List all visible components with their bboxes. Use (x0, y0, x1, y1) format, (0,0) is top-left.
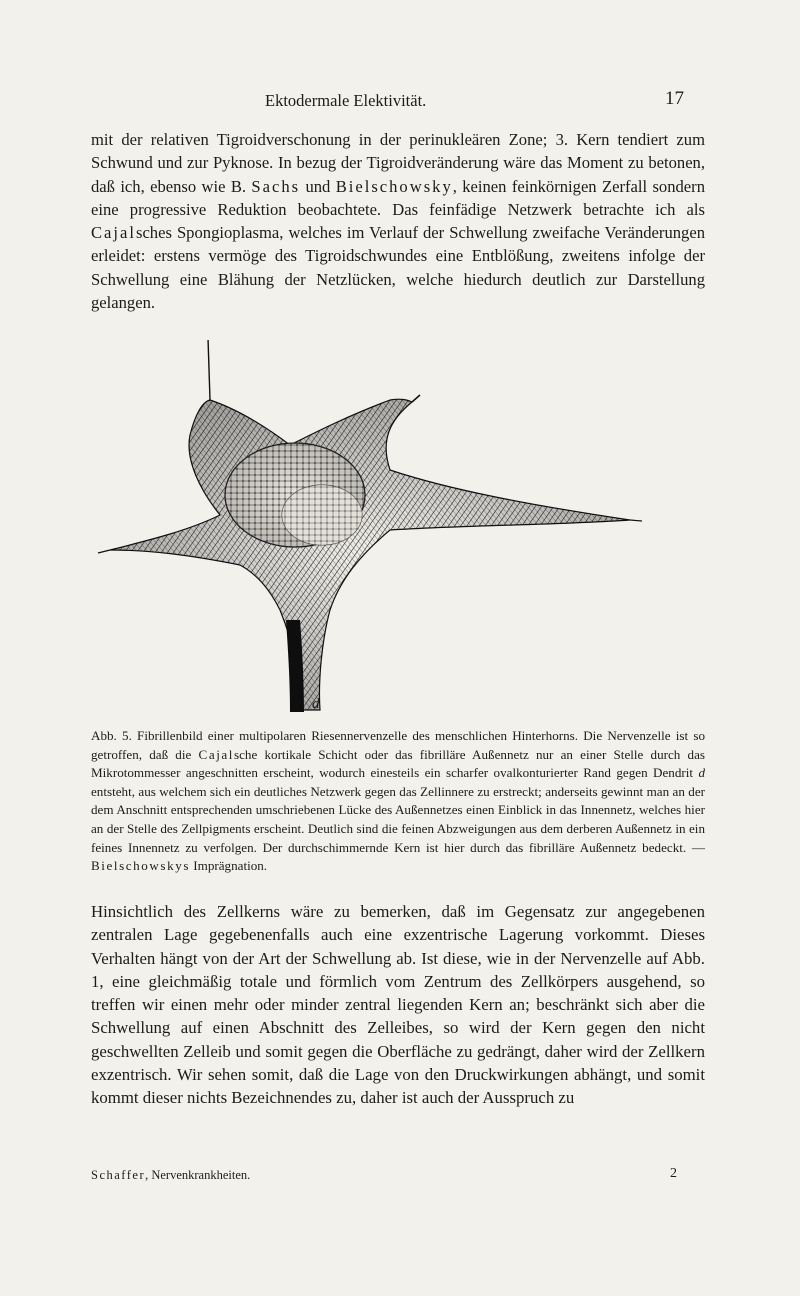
author-cajal: Cajal (91, 223, 136, 243)
paragraph-top (91, 128, 705, 314)
paragraph-top-part-3: sches Spongioplasma, welches im Verlauf der Schwellung zweifache Veränderungen erleidet: erstens vermöge des Tigroidschwundes eine Entblößung, zweitens infolge der Schwellung eine Blähung der Netzlücken, welche hiedurch deutlich zur Darstellung gelangen. (91, 223, 705, 313)
page-number: 17 (665, 88, 684, 109)
figure-nerve-cell (90, 340, 650, 720)
paragraph-top-part-1: mit der relativen Tigroidverschonung in der perinukleären Zone; 3. Kern tendiert zum Schwund und zur Pyknose. In bezug der Tigroidveränderung wäre das Moment zu betonen, daß ich, ebenso wie B. (91, 130, 705, 196)
sheet-signature: 2 (670, 1166, 677, 1181)
caption-d: d (698, 765, 705, 781)
nerve-cell-illustration (90, 340, 650, 720)
caption-part-3: entsteht, aus welchem sich ein deutliches Netzwerk gegen das Zellinnere zu erstreckt; anderseits gewinnt man an der dem Anschnitt entsprechenden umschriebenen Lücke des Außennetzes einen Einblick in das Innennetz, welches hier an der Stelle des Zellpigments erscheint. Deutlich sind die feinen Abzweigungen aus dem derberen Außennetz in ein feines Innennetz zu verfolgen. Der durchschimmernde Kern ist hier durch das fibrilläre Außennetz bedeckt. — (91, 783, 705, 855)
caption-part-2: sche kortikale Schicht oder das fibrilläre Außennetz nur an einer Stelle durch das Mikrotommesser angeschnitten erscheint, wodurch einesteils ein scharfer ovalkonturierter Rand gegen Dendrit (91, 746, 705, 781)
caption-part-1: Abb. 5. Fibrillenbild einer multipolaren Riesennervenzelle des menschlichen Hinterhorns. Die Nervenzelle ist so getroffen, daß die (91, 728, 705, 762)
paragraph-top-part-2: , keinen feinkörnigen Zerfall sondern eine progressive Reduktion beobachtete. Das feinfädige Netzwerk betrachte ich als (91, 176, 705, 219)
footer-book: , Nervenkrankheiten. (145, 1168, 251, 1182)
author-sachs: Sachs (251, 176, 301, 196)
caption-part-4: Imprägnation. (190, 858, 268, 874)
paragraph-bottom: Hinsichtlich des Zellkerns wäre zu bemerken, daß im Gegensatz zur angegebenen zentralen Lage gegebenenfalls auch eine exzentrische Lagerung vorkommt. Dieses Verhalten hängt von der Art der Schwellung ab. Ist diese, wie in der Nervenzelle auf Abb. 1, eine gleichmäßig totale und förmlich vom Zentrum des Zellkörpers ausgehend, so treffen wir einen mehr oder minder zentral liegenden Kern an; beschränkt sich aber die Schwellung auf einen Abschnitt des Zelleibes, so wird der Kern gegen den nicht geschwellten Zelleib und somit gegen die Oberfläche zu gedrängt, daher wird der Zellkern exzentrisch. Wir sehen somit, daß die Lage von den Druckwirkungen abhängt, und somit kommt dieser nichts Bezeichnendes zu, daher ist auch der Ausspruch zu (91, 902, 705, 1108)
footer-author: Schaffer (91, 1168, 146, 1182)
figure-caption (91, 727, 705, 876)
caption-cajal: Cajal (198, 746, 235, 762)
page-footer (0, 1168, 800, 1188)
figure-label-d: d (312, 696, 320, 712)
footer-source (91, 1168, 250, 1183)
paragraph-top-und: und (300, 176, 336, 196)
caption-bielschowsky: Bielschowskys (91, 858, 190, 874)
running-head: Ektodermale Elektivität. (265, 91, 427, 110)
page-header (0, 88, 800, 115)
author-bielschowsky: Bielschowsky (335, 176, 453, 196)
